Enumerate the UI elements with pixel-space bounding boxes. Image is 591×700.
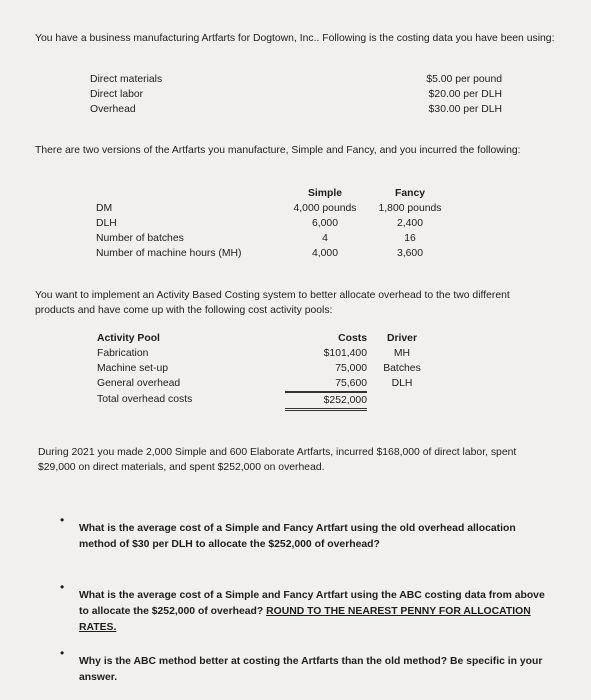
rate-row-direct-materials [90,72,502,87]
rate-value: $30.00 per DLH [428,104,502,115]
pool-cost: $101,400 [323,348,367,359]
rate-label: Direct materials [90,74,163,85]
header-blank [96,186,280,201]
header-costs: Costs [338,333,367,344]
costing-rates-table [90,72,502,117]
row-label: DM [96,203,113,214]
header-simple: Simple [307,188,343,199]
table-row [96,216,456,231]
question-1: What is the average cost of a Simple and Fancy Artfart using the old overhead allocation method of $30 per DLH to allocate the $252,000 of overhead? [79,523,516,551]
bullet-icon: • [60,646,65,660]
simple-value: 6,000 [311,218,338,229]
row-label: Number of batches [96,233,184,244]
table-row [96,201,456,216]
product-data-table [96,186,456,261]
simple-value: 4 [322,233,328,244]
question-2 [79,588,554,636]
simple-value: 4,000 pounds [293,203,357,214]
table-row [96,246,456,261]
pools-table-header [97,331,447,346]
fancy-value: 1,800 pounds [378,203,442,214]
rate-value: $5.00 per pound [426,74,502,85]
fancy-value: 16 [404,233,416,244]
activity-pools-table [97,331,447,411]
question-2-text: What is the average cost of a Simple and Fancy Artfart using the ABC costing data from above to allocate the $252,000 of overhead? [79,590,545,618]
total-label: Total overhead costs [97,394,193,405]
versions-paragraph: There are two versions of the Artfarts you manufacture, Simple and Fancy, and you incurred the following: [35,145,521,156]
table-row [97,361,447,376]
bullet-icon: • [60,513,65,527]
question-3: Why is the ABC method better at costing the Artfarts than the old method? Be specific in your answer. [79,656,543,684]
row-label: Number of machine hours (MH) [96,248,242,259]
total-row [97,392,447,411]
rate-row-direct-labor [90,87,502,102]
question-2-rounding-note: ROUND TO THE NEAREST PENNY FOR ALLOCATION RATES. [79,606,531,634]
pool-name: Fabrication [97,348,149,359]
fancy-value: 3,600 [396,248,423,259]
rate-value: $20.00 per DLH [428,89,502,100]
pool-cost: 75,000 [335,363,367,374]
header-driver: Driver [386,333,418,344]
abc-paragraph: You want to implement an Activity Based Costing system to better allocate overhead to the two different products and have come up with the following cost activity pools: [35,290,510,316]
rate-label: Direct labor [90,89,144,100]
pool-driver: DLH [391,378,413,389]
year-2021-paragraph: During 2021 you made 2,000 Simple and 600 Elaborate Artfarts, incurred $168,000 of direct labor, spent $29,000 on direct materials, and spent $252,000 on overhead. [38,447,517,473]
table-row [97,376,447,392]
pool-name: Machine set-up [97,363,169,374]
bullet-icon: • [60,580,65,594]
header-fancy: Fancy [394,188,426,199]
fancy-value: 2,400 [396,218,423,229]
pool-driver: MH [393,348,411,359]
intro-paragraph: You have a business manufacturing Artfarts for Dogtown, Inc.. Following is the costing data you have been using: [35,33,555,44]
table-row [97,346,447,361]
product-table-header [96,186,456,201]
simple-value: 4,000 [311,248,338,259]
pool-name: General overhead [97,378,181,389]
pool-cost: 75,600 [285,376,367,392]
row-label: DLH [96,218,117,229]
total-cost: $252,000 [285,392,367,411]
rate-row-overhead [90,102,502,117]
rate-label: Overhead [90,104,136,115]
table-row [96,231,456,246]
pool-driver: Batches [383,363,421,374]
total-driver [367,392,437,411]
header-activity-pool: Activity Pool [97,333,160,344]
